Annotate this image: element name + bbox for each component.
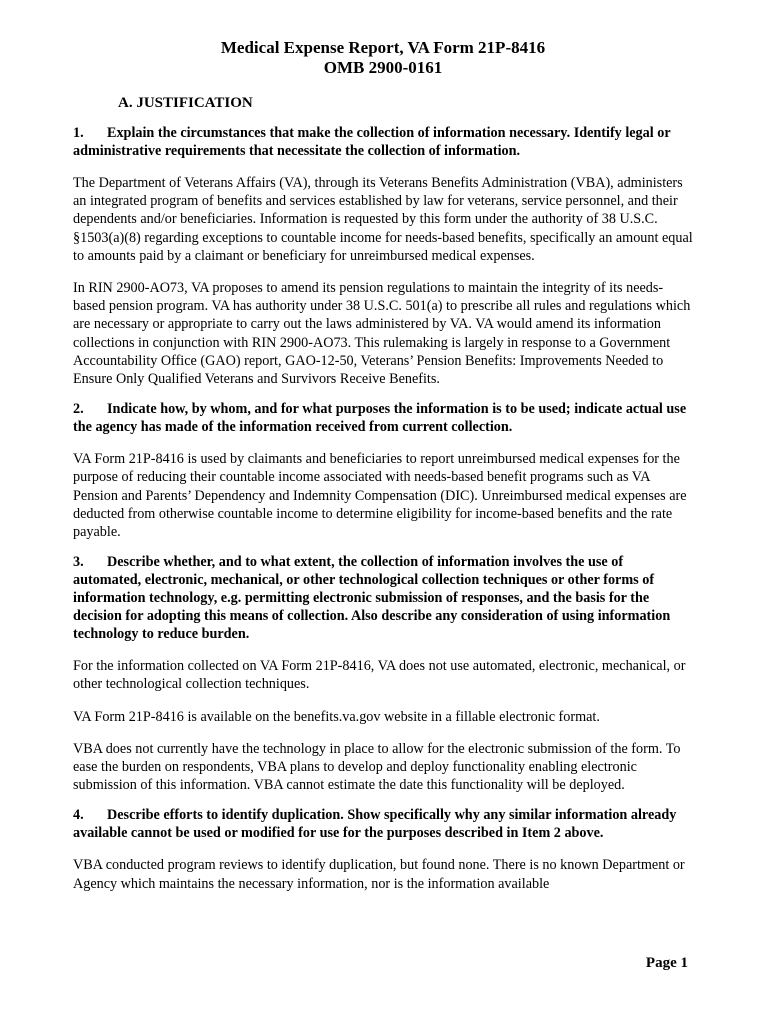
- answer-paragraph: VA Form 21P-8416 is available on the benefits.va.gov website in a fillable electronic format.: [73, 708, 600, 725]
- answer-paragraph: VBA does not currently have the technology in place to allow for the electronic submission of the form. To ease the burden on respondents, VBA plans to develop and deploy functionality enabling electronic submission of this information. VBA cannot estimate the date this functionality will be deployed.: [73, 740, 681, 794]
- question-number: 4.: [73, 807, 84, 824]
- question-text: Describe efforts to identify duplication. Show specifically why any similar information already available cannot be used or modified for use for the purposes described in Item 2 above.: [73, 807, 677, 842]
- page-number: Page 1: [645, 955, 688, 971]
- section-heading: A. JUSTIFICATION: [118, 95, 253, 111]
- question-text: Explain the circumstances that make the collection of information necessary. Identify legal or administrative requirements that necessitate the collection of information.: [73, 125, 671, 159]
- answer-paragraph: The Department of Veterans Affairs (VA), through its Veterans Benefits Administration (VBA), administers an integrated program of benefits and services established by law for veterans, service personnel, and their dependents and/or beneficiaries. Information is requested by this form under the authority of 38 U.S.C. §1503(a)(8) regarding exceptions to countable income for needs-based benefits, specifically an amount equal to amounts paid by a claimant or beneficiary for unreimbursed medical expenses.: [73, 175, 693, 264]
- question-4: [73, 806, 693, 842]
- question-3: [73, 553, 693, 643]
- question-number: 3.: [73, 554, 84, 571]
- answer-paragraph: VA Form 21P-8416 is used by claimants and beneficiaries to report unreimbursed medical expenses for the purpose of reducing their countable income associated with needs-based benefit programs such as VA Pension and Parents’ Dependency and Indemnity Compensation (DIC). Unreimbursed medical expenses are deducted from otherwise countable income to determine eligibility for income-based benefits and the rate payable.: [73, 451, 687, 541]
- question-number: 2.: [73, 401, 84, 418]
- answer-paragraph: For the information collected on VA Form 21P-8416, VA does not use automated, electronic, mechanical, or other technological collection techniques.: [73, 658, 686, 693]
- question-2: [73, 400, 693, 436]
- omb-number: OMB 2900-0161: [323, 58, 443, 77]
- document-page: [73, 38, 693, 893]
- question-text: Describe whether, and to what extent, the collection of information involves the use of automated, electronic, mechanical, or other technological collection techniques or other forms of information technology, e.g. permitting electronic submission of responses, and the basis for the decision for adopting this means of collection. Also describe any consideration of using information technology to reduce burden.: [73, 554, 671, 643]
- answer-paragraph: In RIN 2900-AO73, VA proposes to amend its pension regulations to maintain the integrity of its needs-based pension program. VA has authority under 38 U.S.C. 501(a) to prescribe all rules and regulations which are necessary or appropriate to carry out the laws administered by VA. VA would amend its information collections in conjunction with RIN 2900-AO73. This rulemaking is largely in response to a Government Accountability Office (GAO) report, GAO-12-50, Veterans’ Pension Benefits: Improvements Needed to Ensure Only Qualified Veterans and Survivors Receive Benefits.: [73, 280, 691, 388]
- question-number: 1.: [73, 125, 84, 141]
- question-1: [73, 124, 693, 160]
- answer-paragraph: VBA conducted program reviews to identify duplication, but found none. There is no known Department or Agency which maintains the necessary information, nor is the information available: [73, 857, 685, 892]
- document-title: Medical Expense Report, VA Form 21P-8416: [220, 38, 546, 57]
- question-text: Indicate how, by whom, and for what purposes the information is to be used; indicate actual use the agency has made of the information received from current collection.: [73, 401, 687, 436]
